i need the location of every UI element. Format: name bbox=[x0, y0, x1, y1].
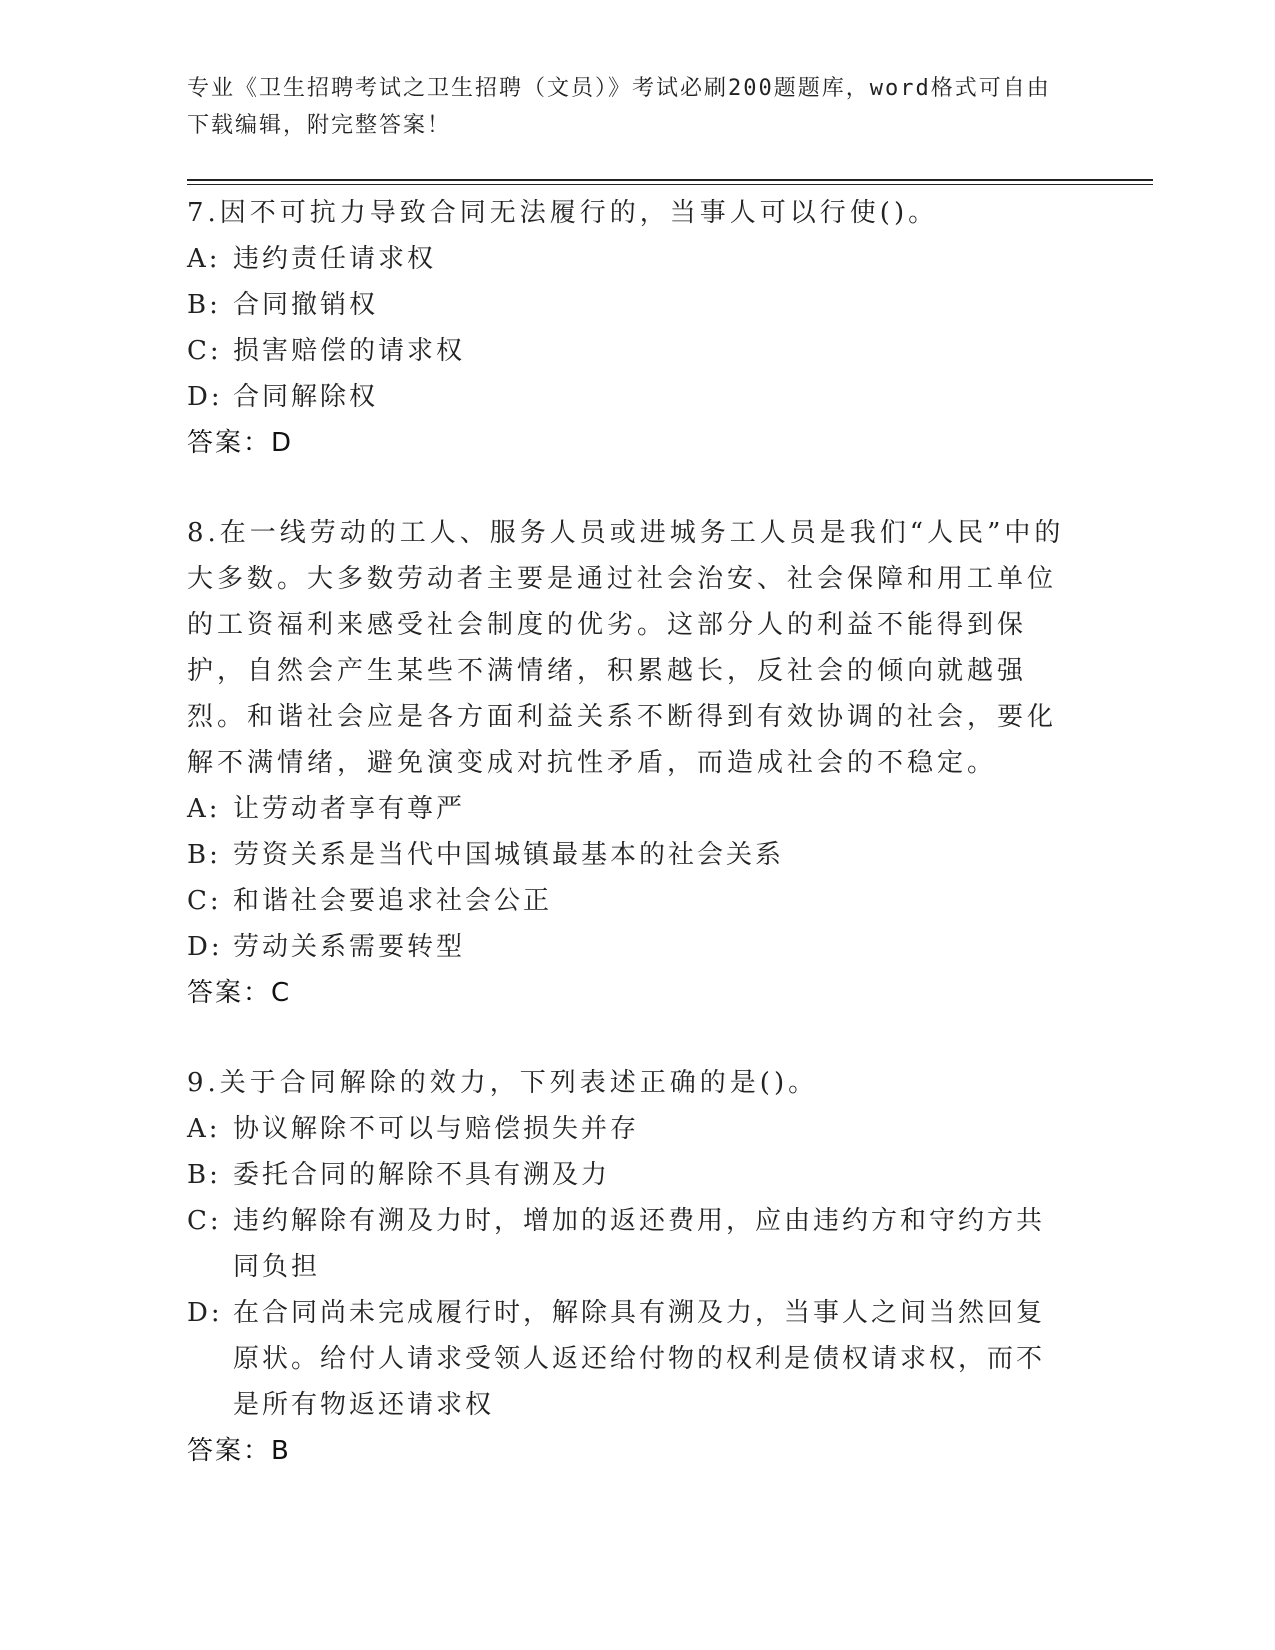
answer-line: 答案：D bbox=[187, 428, 294, 458]
option-text: 劳资关系是当代中国城镇最基本的社会关系 bbox=[233, 840, 785, 870]
option-text: 合同撤销权 bbox=[233, 290, 379, 320]
option-c bbox=[187, 328, 1067, 374]
option-text: 劳动关系需要转型 bbox=[233, 932, 466, 962]
question-stem: 8.在一线劳动的工人、服务人员或进城务工人员是我们“人民”中的大多数。大多数劳动者主要是通过社会治安、社会保障和用工单位的工资福利来感受社会制度的优劣。这部分人的利益不能得到保护，自然会产生某些不满情绪，积累越长，反社会的倾向就越强烈。和谐社会应是各方面利益关系不断得到有效协调的社会，要化解不满情绪，避免演变成对抗性矛盾，而造成社会的不稳定。 bbox=[187, 518, 1065, 778]
question-8 bbox=[187, 510, 1067, 1016]
document-header: 专业《卫生招聘考试之卫生招聘（文员）》考试必刷200题题库，word格式可自由下载编辑，附完整答案！ bbox=[187, 76, 1051, 138]
option-letter: D: bbox=[187, 1298, 223, 1328]
header-divider-thick bbox=[187, 179, 1153, 181]
question-stem: 7.因不可抗力导致合同无法履行的，当事人可以行使()。 bbox=[187, 198, 939, 228]
option-letter: D: bbox=[187, 932, 223, 962]
answer-line: 答案：B bbox=[187, 1436, 291, 1466]
question-stem: 9.关于合同解除的效力，下列表述正确的是()。 bbox=[187, 1068, 819, 1098]
option-letter: C: bbox=[187, 886, 222, 916]
option-text: 违约责任请求权 bbox=[233, 244, 437, 274]
option-b bbox=[187, 832, 1067, 878]
option-text: 协议解除不可以与赔偿损失并存 bbox=[233, 1114, 640, 1144]
option-letter: A: bbox=[187, 1114, 221, 1144]
option-a bbox=[187, 786, 1067, 832]
option-text: 让劳动者享有尊严 bbox=[233, 794, 466, 824]
option-b bbox=[187, 1152, 1067, 1198]
option-letter: B: bbox=[187, 840, 221, 870]
option-text: 和谐社会要追求社会公正 bbox=[233, 886, 553, 916]
option-letter: B: bbox=[187, 1160, 221, 1190]
option-letter: A: bbox=[187, 794, 221, 824]
option-letter: A: bbox=[187, 244, 221, 274]
option-text: 在合同尚未完成履行时，解除具有溯及力，当事人之间当然回复原状。给付人请求受领人返还给付物的权利是债权请求权，而不是所有物返还请求权 bbox=[233, 1298, 1046, 1420]
header-divider-thin bbox=[187, 184, 1153, 185]
answer-line: 答案：C bbox=[187, 978, 292, 1008]
option-b bbox=[187, 282, 1067, 328]
option-text: 损害赔偿的请求权 bbox=[233, 336, 466, 366]
question-9 bbox=[187, 1060, 1067, 1474]
option-letter: C: bbox=[187, 336, 222, 366]
option-a bbox=[187, 1106, 1067, 1152]
option-text: 委托合同的解除不具有溯及力 bbox=[233, 1160, 611, 1190]
option-letter: D: bbox=[187, 382, 223, 412]
option-c bbox=[187, 1198, 1067, 1290]
option-d bbox=[187, 374, 1067, 420]
option-letter: B: bbox=[187, 290, 221, 320]
question-7 bbox=[187, 190, 1067, 466]
option-c bbox=[187, 878, 1067, 924]
option-text: 违约解除有溯及力时，增加的返还费用，应由违约方和守约方共同负担 bbox=[233, 1206, 1046, 1282]
option-letter: C: bbox=[187, 1206, 222, 1236]
option-d bbox=[187, 1290, 1067, 1428]
option-a bbox=[187, 236, 1067, 282]
option-text: 合同解除权 bbox=[233, 382, 379, 412]
question-list bbox=[187, 190, 1067, 1518]
option-d bbox=[187, 924, 1067, 970]
